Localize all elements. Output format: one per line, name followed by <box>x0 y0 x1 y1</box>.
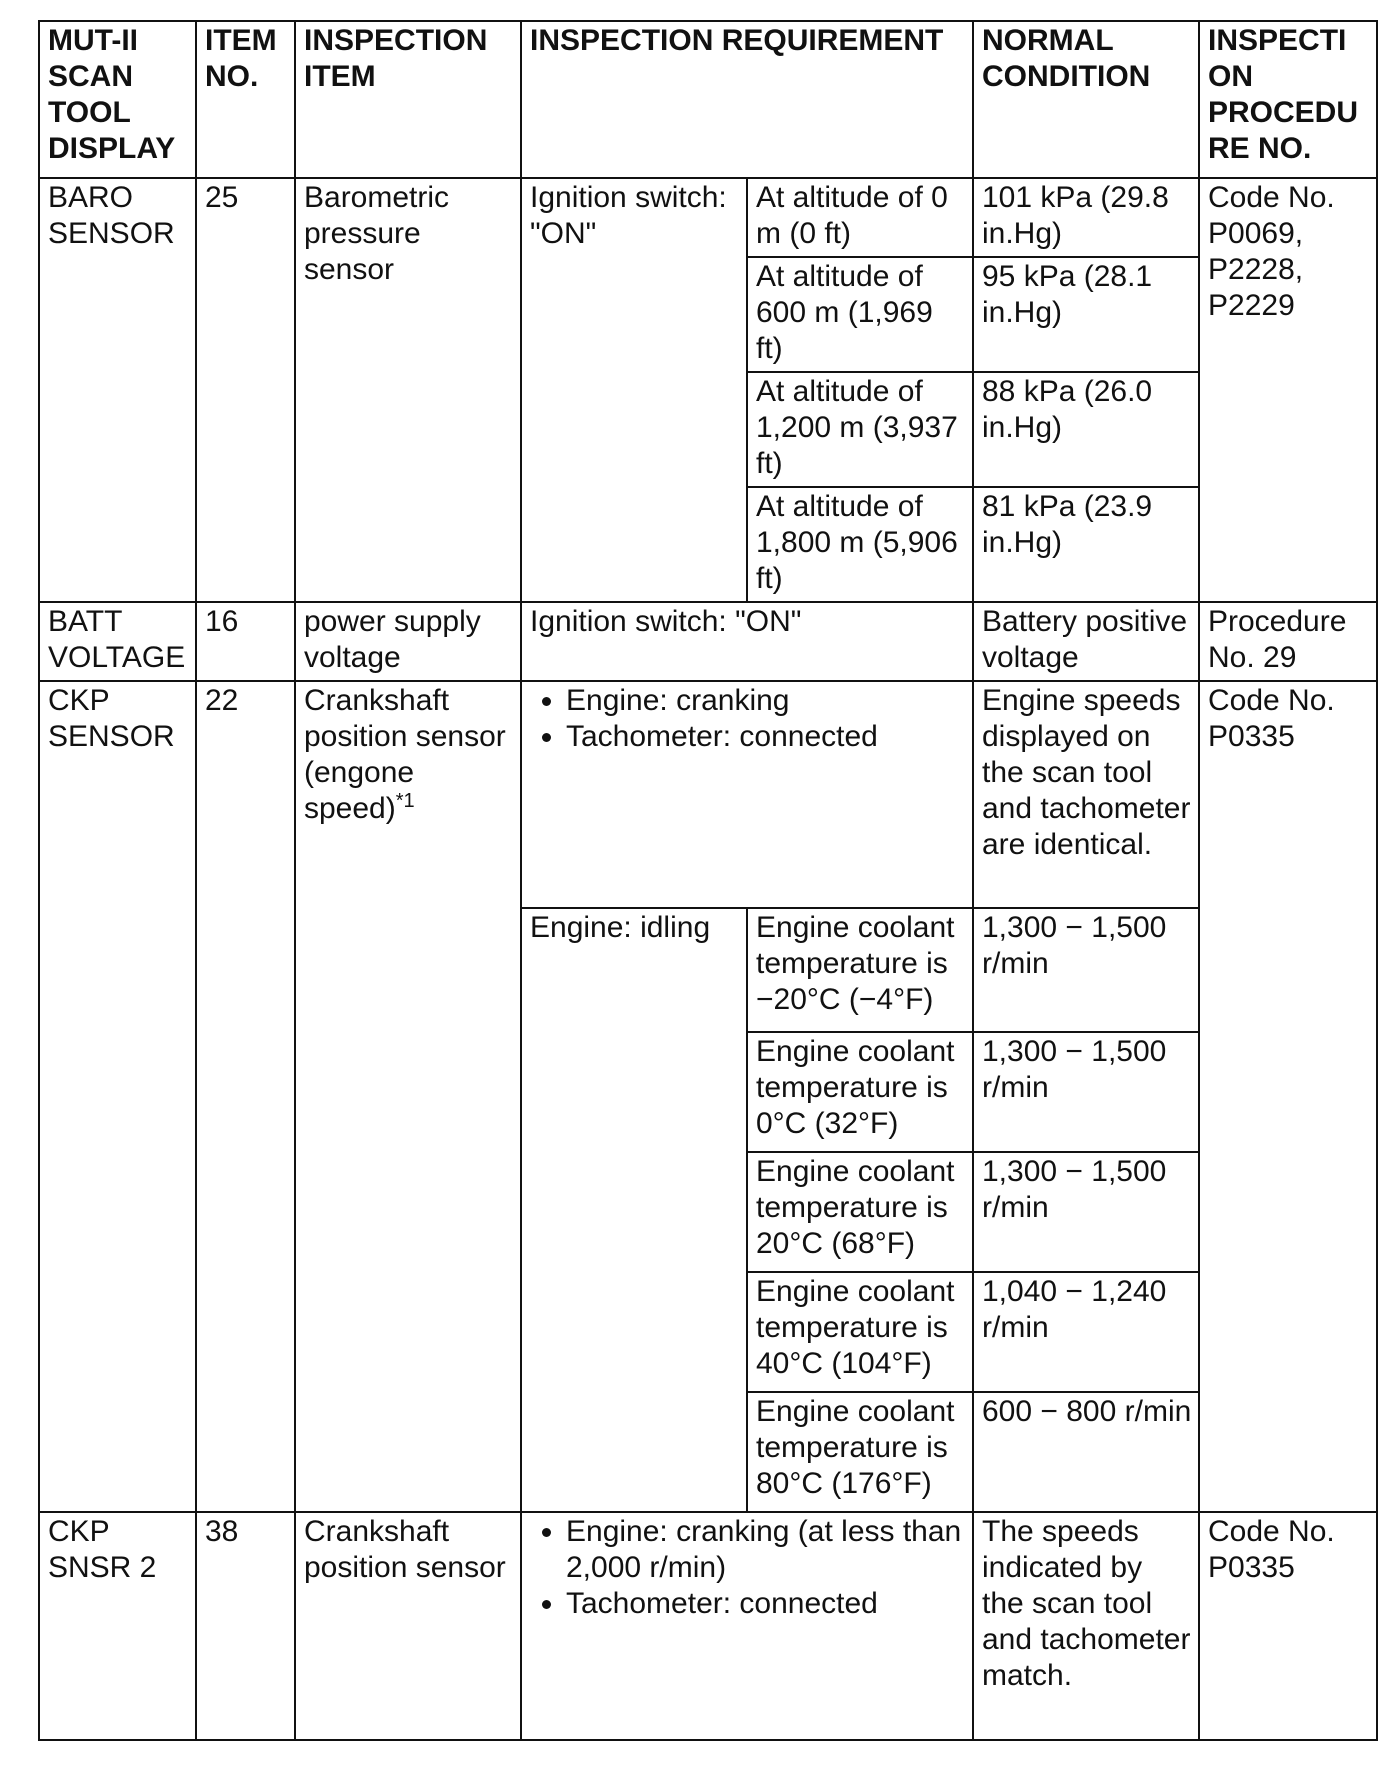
header-procedure: INSPECTI ON PROCEDU RE NO. <box>1199 21 1377 178</box>
ckp-sub-condition: Engine coolant temperature is 0°C (32°F) <box>747 1032 973 1152</box>
batt-item: power supply voltage <box>295 602 521 681</box>
ckp-normal-value: 1,300 − 1,500 r/min <box>973 1032 1199 1152</box>
ckp2-procedure: Code No. P0335 <box>1199 1512 1377 1740</box>
header-inspection-item: INSPECTION ITEM <box>295 21 521 178</box>
ckp-normal-value: 600 − 800 r/min <box>973 1392 1199 1512</box>
ckp-cranking-list <box>530 683 966 755</box>
baro-item-no: 25 <box>196 178 295 602</box>
ckp-normal-value: 1,040 − 1,240 r/min <box>973 1272 1199 1392</box>
ckp2-requirement <box>521 1512 973 1740</box>
ckp-idling-requirement: Engine: idling <box>521 908 747 1512</box>
baro-sub-condition: At altitude of 1,800 m (5,906 ft) <box>747 487 973 602</box>
ckp-procedure: Code No. P0335 <box>1199 681 1377 1512</box>
inspection-table <box>38 20 1378 1741</box>
header-item-no: ITEM NO. <box>196 21 295 178</box>
baro-normal-value: 88 kPa (26.0 in.Hg) <box>973 372 1199 487</box>
baro-normal-value: 95 kPa (28.1 in.Hg) <box>973 257 1199 372</box>
list-item: Engine: cranking <box>530 683 966 719</box>
ckp2-item-no: 38 <box>196 1512 295 1740</box>
ckp2-display: CKP SNSR 2 <box>39 1512 196 1740</box>
header-normal-condition: NORMAL CONDITION <box>973 21 1199 178</box>
ckp-sub-condition: Engine coolant temperature is 80°C (176°F) <box>747 1392 973 1512</box>
table-row <box>39 602 1377 681</box>
ckp-sub-condition: Engine coolant temperature is −20°C (−4°F) <box>747 908 973 1032</box>
baro-normal-value: 81 kPa (23.9 in.Hg) <box>973 487 1199 602</box>
baro-sub-condition: At altitude of 600 m (1,969 ft) <box>747 257 973 372</box>
header-requirement: INSPECTION REQUIREMENT <box>521 21 973 178</box>
ckp-display: CKP SENSOR <box>39 681 196 1512</box>
baro-display: BARO SENSOR <box>39 178 196 602</box>
baro-sub-condition: At altitude of 1,200 m (3,937 ft) <box>747 372 973 487</box>
header-row <box>39 21 1377 178</box>
table-row <box>39 1512 1377 1740</box>
ckp-cranking-requirement <box>521 681 973 908</box>
table-row <box>39 178 1377 257</box>
list-item: Tachometer: connected <box>530 1586 966 1622</box>
ckp-item <box>295 681 521 1512</box>
ckp-item-text: Crankshaft position sensor (engone speed) <box>304 684 506 825</box>
header-display: MUT-II SCAN TOOL DISPLAY <box>39 21 196 178</box>
ckp-item-no: 22 <box>196 681 295 1512</box>
inspection-sheet <box>38 20 1378 1741</box>
baro-sub-condition: At altitude of 0 m (0 ft) <box>747 178 973 257</box>
baro-normal-value: 101 kPa (29.8 in.Hg) <box>973 178 1199 257</box>
ckp2-item: Crankshaft position sensor <box>295 1512 521 1740</box>
ckp2-requirement-list <box>530 1514 966 1622</box>
batt-item-no: 16 <box>196 602 295 681</box>
batt-procedure: Procedure No. 29 <box>1199 602 1377 681</box>
ckp-normal-value: 1,300 − 1,500 r/min <box>973 908 1199 1032</box>
ckp-sub-condition: Engine coolant temperature is 20°C (68°F) <box>747 1152 973 1272</box>
list-item: Engine: cranking (at less than 2,000 r/min) <box>530 1514 966 1586</box>
batt-normal-value: Battery positive voltage <box>973 602 1199 681</box>
baro-requirement: Ignition switch: "ON" <box>521 178 747 602</box>
list-item: Tachometer: connected <box>530 719 966 755</box>
ckp2-normal-value: The speeds indicated by the scan tool and tachometer match. <box>973 1512 1199 1740</box>
ckp-cranking-normal: Engine speeds displayed on the scan tool and tachometer are identical. <box>973 681 1199 908</box>
batt-display: BATT VOLTAGE <box>39 602 196 681</box>
baro-item: Barometric pressure sensor <box>295 178 521 602</box>
ckp-sub-condition: Engine coolant temperature is 40°C (104°F) <box>747 1272 973 1392</box>
ckp-item-footnote: *1 <box>395 790 415 812</box>
table-row <box>39 681 1377 908</box>
baro-procedure: Code No. P0069, P2228, P2229 <box>1199 178 1377 602</box>
batt-requirement: Ignition switch: "ON" <box>521 602 973 681</box>
ckp-normal-value: 1,300 − 1,500 r/min <box>973 1152 1199 1272</box>
